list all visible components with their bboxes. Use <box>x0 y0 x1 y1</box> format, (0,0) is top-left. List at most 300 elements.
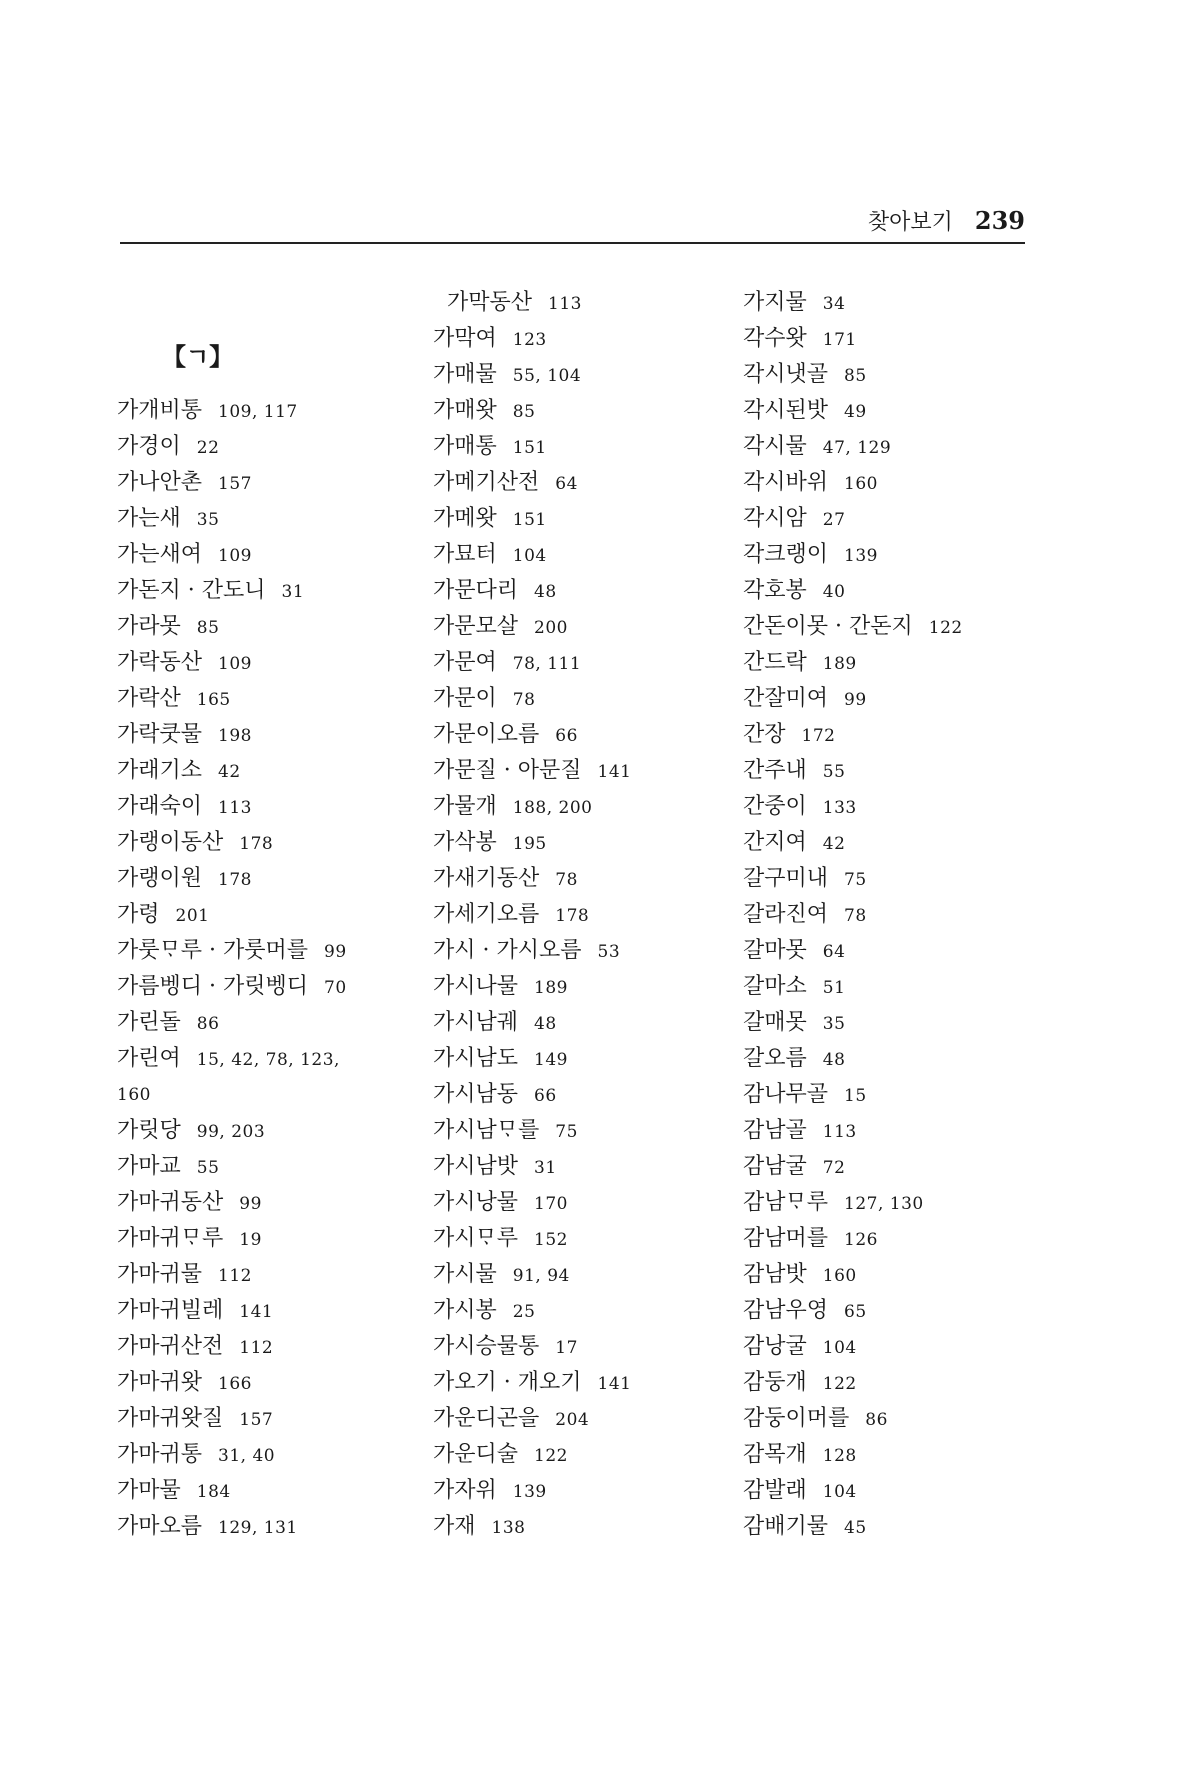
index-entry <box>433 1293 631 1329</box>
index-term: 가린여 <box>117 1046 181 1071</box>
index-entry <box>743 681 963 717</box>
index-entry <box>117 1185 347 1221</box>
index-entry <box>433 789 631 825</box>
index-page-refs: 109 <box>218 654 252 674</box>
index-entry <box>433 861 631 897</box>
index-term: 가락쿳물 <box>117 722 203 747</box>
index-entry <box>743 1473 963 1509</box>
index-entry <box>433 501 631 537</box>
index-page-refs: 109, 117 <box>218 402 298 422</box>
index-page-refs: 15, 42, 78, 123, <box>196 1050 340 1070</box>
index-page-refs: 149 <box>534 1050 568 1070</box>
index-entry <box>433 1329 631 1365</box>
index-page-refs: 78, 111 <box>512 654 582 674</box>
index-page-refs: 184 <box>196 1482 231 1502</box>
index-term: 각호봉 <box>743 578 807 603</box>
index-entry <box>743 1437 963 1473</box>
index-page-refs: 78 <box>844 906 867 926</box>
index-term: 가경이 <box>117 434 181 459</box>
index-term: 각시암 <box>743 506 807 531</box>
index-page-refs: 104 <box>822 1338 857 1358</box>
index-page-refs: 17 <box>555 1338 578 1358</box>
index-page-refs: 99 <box>324 942 347 962</box>
index-page-refs: 104 <box>822 1482 857 1502</box>
index-term: 가삭봉 <box>433 830 497 855</box>
index-page-refs: 86 <box>865 1410 888 1430</box>
index-entry <box>743 1149 963 1185</box>
index-page-refs: 22 <box>196 438 220 458</box>
index-entry <box>117 1473 347 1509</box>
index-entry <box>433 897 631 933</box>
index-term: 가시 · 가시오름 <box>433 938 582 963</box>
index-term: 가물개 <box>433 794 497 819</box>
index-entry <box>743 789 963 825</box>
index-entry <box>743 861 963 897</box>
index-page-refs: 171 <box>822 330 857 350</box>
index-page-refs: 204 <box>555 1410 590 1430</box>
index-term: 가릿당 <box>117 1118 181 1143</box>
index-term: 가시남도 <box>433 1046 519 1071</box>
index-entry <box>117 501 347 537</box>
index-term: 가마귀왓질 <box>117 1406 224 1431</box>
index-entry <box>117 1365 347 1401</box>
index-term: 간주내 <box>743 758 807 783</box>
index-entry <box>117 573 347 609</box>
index-page-refs: 31 <box>534 1158 557 1178</box>
index-term: 가래숙이 <box>117 794 203 819</box>
index-entry <box>433 609 631 645</box>
index-page-refs: 75 <box>844 870 867 890</box>
index-term: 각시된밧 <box>743 398 829 423</box>
index-term: 가랭이동산 <box>117 830 224 855</box>
index-entry <box>743 897 963 933</box>
index-term: 가락동산 <box>117 650 203 675</box>
index-entry <box>743 1077 963 1113</box>
index-page-refs: 31, 40 <box>218 1446 276 1466</box>
index-entry <box>433 537 631 573</box>
index-entry <box>433 1041 631 1077</box>
index-term: 가라못 <box>117 614 181 639</box>
index-entry <box>117 429 347 465</box>
index-page-refs: 165 <box>196 690 231 710</box>
index-entry <box>433 285 631 321</box>
index-term: 가운디곤을 <box>433 1406 540 1431</box>
index-page-refs: 152 <box>534 1230 568 1250</box>
index-term: 가래기소 <box>117 758 203 783</box>
index-entry <box>433 1473 631 1509</box>
index-entry <box>117 1437 347 1473</box>
index-page-refs: 141 <box>597 1374 632 1394</box>
index-page-refs: 78 <box>512 690 536 710</box>
index-entry <box>433 321 631 357</box>
index-entry <box>433 681 631 717</box>
index-page-refs: 172 <box>801 726 836 746</box>
index-entry <box>433 1401 631 1437</box>
index-page-refs: 55 <box>822 762 846 782</box>
index-page-refs: 66 <box>555 726 578 746</box>
index-page-refs: 178 <box>239 834 274 854</box>
index-page-refs: 127, 130 <box>844 1194 924 1214</box>
index-page-refs: 19 <box>239 1230 262 1250</box>
index-term: 가묘터 <box>433 542 497 567</box>
index-term: 간잘미여 <box>743 686 829 711</box>
index-term: 간돈이못 · 간돈지 <box>743 614 913 639</box>
index-term: 감발래 <box>743 1478 807 1503</box>
index-term: 가름벵디 · 가릿벵디 <box>117 974 308 999</box>
index-page-refs: 48 <box>534 582 557 602</box>
index-entry <box>117 681 347 717</box>
index-entry <box>743 645 963 681</box>
index-term: 가는새 <box>117 506 181 531</box>
index-entry <box>743 501 963 537</box>
index-entry <box>743 1257 963 1293</box>
index-term: 가오기 · 개오기 <box>433 1370 582 1395</box>
index-page-refs: 122 <box>534 1446 568 1466</box>
index-term: 가자위 <box>433 1478 497 1503</box>
index-term: 가시ᄆᆞ루 <box>433 1226 519 1251</box>
index-column-1 <box>117 285 347 1545</box>
index-entry <box>433 429 631 465</box>
index-page-refs: 139 <box>512 1482 547 1502</box>
index-entry <box>433 1221 631 1257</box>
index-page-refs: 27 <box>822 510 846 530</box>
index-page-refs: 201 <box>175 906 210 926</box>
index-entry <box>433 357 631 393</box>
index-term: 가시남ᄆᆞ를 <box>433 1118 540 1143</box>
index-term: 가세기오름 <box>433 902 540 927</box>
index-page-refs: 113 <box>822 1122 857 1142</box>
index-entry <box>117 969 347 1005</box>
index-term: 가문이오름 <box>433 722 540 747</box>
index-entry <box>743 825 963 861</box>
index-entry <box>117 861 347 897</box>
index-page-refs: 123 <box>512 330 547 350</box>
index-page-refs: 99, 203 <box>196 1122 266 1142</box>
index-entry <box>117 645 347 681</box>
index-entry <box>117 1257 347 1293</box>
index-term: 가새기동산 <box>433 866 540 891</box>
page-number: 239 <box>974 206 1025 235</box>
index-term: 가마교 <box>117 1154 181 1179</box>
index-term: 간중이 <box>743 794 807 819</box>
index-page-refs: 141 <box>597 762 632 782</box>
index-entry <box>743 357 963 393</box>
index-entry <box>433 1005 631 1041</box>
index-term: 가매왓 <box>433 398 497 423</box>
index-term: 가랭이원 <box>117 866 203 891</box>
index-page-refs: 72 <box>822 1158 846 1178</box>
index-page-refs: 200 <box>534 618 568 638</box>
index-term: 가운디술 <box>433 1442 519 1467</box>
index-term: 가린돌 <box>117 1010 181 1035</box>
index-term: 감목개 <box>743 1442 807 1467</box>
index-term: 가개비통 <box>117 398 203 423</box>
index-entry <box>743 753 963 789</box>
index-term: 감남머를 <box>743 1226 829 1251</box>
index-entry <box>743 609 963 645</box>
index-entry <box>743 1509 963 1545</box>
index-page-refs: 189 <box>822 654 857 674</box>
index-page-refs: 47, 129 <box>822 438 892 458</box>
index-page-refs: 151 <box>512 510 547 530</box>
index-term: 갈매못 <box>743 1010 807 1035</box>
index-term: 가마귀ᄆᆞ루 <box>117 1226 224 1251</box>
index-term: 각시냇골 <box>743 362 829 387</box>
index-page-refs: 85 <box>196 618 220 638</box>
index-entry <box>117 393 347 429</box>
index-entry <box>743 969 963 1005</box>
index-entry <box>743 1221 963 1257</box>
index-term: 가시남밧 <box>433 1154 519 1179</box>
index-term: 감나무골 <box>743 1082 829 1107</box>
index-entry <box>117 897 347 933</box>
index-page-refs: 35 <box>196 510 220 530</box>
index-page-refs: 166 <box>218 1374 252 1394</box>
index-entry <box>117 1005 347 1041</box>
index-page-refs: 70 <box>324 978 347 998</box>
index-page-refs: 129, 131 <box>218 1518 298 1538</box>
index-entry <box>743 1365 963 1401</box>
index-term: 감남골 <box>743 1118 807 1143</box>
index-entry <box>743 573 963 609</box>
index-entry <box>433 933 631 969</box>
index-page-refs: 85 <box>844 366 867 386</box>
index-page-refs: 99 <box>844 690 867 710</box>
index-entry <box>743 1113 963 1149</box>
index-page-refs: 138 <box>491 1518 526 1538</box>
index-term: 가문다리 <box>433 578 519 603</box>
index-entry <box>433 753 631 789</box>
index-entry <box>743 1041 963 1077</box>
index-page-refs: 86 <box>196 1014 220 1034</box>
index-term: 가시물 <box>433 1262 497 1287</box>
index-page-refs: 112 <box>239 1338 274 1358</box>
index-entry <box>117 717 347 753</box>
index-term: 가마귀산전 <box>117 1334 224 1359</box>
index-page-refs: 40 <box>822 582 846 602</box>
index-term: 가지물 <box>743 290 807 315</box>
index-entry <box>117 537 347 573</box>
index-entry <box>743 1005 963 1041</box>
index-page-refs: 15 <box>844 1086 867 1106</box>
index-entry <box>433 1365 631 1401</box>
index-term: 가시남동 <box>433 1082 519 1107</box>
index-term: 가락산 <box>117 686 181 711</box>
index-entry <box>743 429 963 465</box>
index-term: 가마귀왓 <box>117 1370 203 1395</box>
running-header <box>120 205 1025 244</box>
index-entry <box>743 717 963 753</box>
index-entry <box>433 393 631 429</box>
index-page-refs: 85 <box>512 402 536 422</box>
index-entry <box>743 537 963 573</box>
index-term: 갈라진여 <box>743 902 829 927</box>
index-entry <box>117 825 347 861</box>
index-entry <box>117 1509 347 1545</box>
index-entry <box>743 393 963 429</box>
index-page-refs: 48 <box>822 1050 846 1070</box>
index-page-refs: 34 <box>822 294 846 314</box>
index-term: 가메기산전 <box>433 470 540 495</box>
index-page-refs: 42 <box>218 762 241 782</box>
index-page-refs: 160 <box>844 474 878 494</box>
index-term: 가돈지 · 간도니 <box>117 578 266 603</box>
index-page-refs: 51 <box>822 978 846 998</box>
index-term: 가시봉 <box>433 1298 497 1323</box>
index-page-refs: 65 <box>844 1302 867 1322</box>
index-page-refs: 139 <box>844 546 878 566</box>
index-term: 감둥개 <box>743 1370 807 1395</box>
index-page-refs: 122 <box>928 618 963 638</box>
index-entry <box>117 1329 347 1365</box>
index-term: 가마물 <box>117 1478 181 1503</box>
index-page-refs: 160 <box>117 1085 151 1105</box>
index-term: 가룻ᄆᆞ루 · 가룻머를 <box>117 938 308 963</box>
index-term: 간지여 <box>743 830 807 855</box>
index-page-refs: 128 <box>822 1446 857 1466</box>
index-term: 각수왓 <box>743 326 807 351</box>
index-page-refs: 25 <box>512 1302 536 1322</box>
index-page-refs: 122 <box>822 1374 857 1394</box>
index-term: 가시승물통 <box>433 1334 540 1359</box>
index-entry <box>743 1329 963 1365</box>
index-entry <box>743 285 963 321</box>
index-page-refs: 35 <box>822 1014 846 1034</box>
index-entry <box>743 465 963 501</box>
index-term: 감남우영 <box>743 1298 829 1323</box>
index-entry <box>743 1185 963 1221</box>
index-entry <box>433 465 631 501</box>
index-term: 간드락 <box>743 650 807 675</box>
index-page-refs: 42 <box>822 834 846 854</box>
index-entry <box>117 1149 347 1185</box>
index-entry <box>433 1257 631 1293</box>
index-entry <box>433 573 631 609</box>
index-entry <box>743 933 963 969</box>
index-entry <box>433 1113 631 1149</box>
index-page-refs: 104 <box>512 546 547 566</box>
index-entry <box>117 789 347 825</box>
index-page-refs: 49 <box>844 402 867 422</box>
index-page-refs: 133 <box>822 798 857 818</box>
index-page-refs: 160 <box>822 1266 857 1286</box>
index-term: 가문이 <box>433 686 497 711</box>
index-entry <box>743 1293 963 1329</box>
index-term: 가문모살 <box>433 614 519 639</box>
index-term: 각크랭이 <box>743 542 829 567</box>
index-term: 가마오름 <box>117 1514 203 1539</box>
index-entry <box>433 1437 631 1473</box>
index-term: 가마귀통 <box>117 1442 203 1467</box>
header-title: 찾아보기 <box>867 210 953 235</box>
index-page-refs: 64 <box>822 942 846 962</box>
index-page-refs: 157 <box>239 1410 274 1430</box>
index-term: 감남밧 <box>743 1262 807 1287</box>
index-term: 간장 <box>743 722 786 747</box>
index-term: 감둥이머를 <box>743 1406 850 1431</box>
index-page-refs: 112 <box>218 1266 252 1286</box>
index-entry <box>433 1185 631 1221</box>
index-term: 감남ᄆᆞ루 <box>743 1190 829 1215</box>
index-entry <box>433 645 631 681</box>
index-term: 갈구미내 <box>743 866 829 891</box>
index-term: 가매물 <box>433 362 497 387</box>
index-term: 가시남궤 <box>433 1010 519 1035</box>
index-page-refs: 64 <box>555 474 578 494</box>
index-term: 가막여 <box>433 326 497 351</box>
index-term: 가메왓 <box>433 506 497 531</box>
index-page-refs: 178 <box>218 870 252 890</box>
index-term: 가령 <box>117 902 160 927</box>
index-term: 감배기물 <box>743 1514 829 1539</box>
index-page-refs: 151 <box>512 438 547 458</box>
index-page-refs: 48 <box>534 1014 557 1034</box>
index-entry <box>433 717 631 753</box>
index-term: 가마귀물 <box>117 1262 203 1287</box>
index-page-refs: 91, 94 <box>512 1266 570 1286</box>
index-page-refs: 31 <box>281 582 305 602</box>
index-entry <box>433 825 631 861</box>
index-term: 감낭굴 <box>743 1334 807 1359</box>
index-column-3 <box>743 285 963 1545</box>
index-term: 가재 <box>433 1514 476 1539</box>
index-page-refs: 66 <box>534 1086 557 1106</box>
index-term: 각시물 <box>743 434 807 459</box>
index-page-refs: 126 <box>844 1230 878 1250</box>
index-page-refs: 157 <box>218 474 252 494</box>
index-term: 가시낭물 <box>433 1190 519 1215</box>
index-page-refs: 189 <box>534 978 568 998</box>
index-entry <box>117 1221 347 1257</box>
index-term: 가막동산 <box>447 290 533 315</box>
index-column-2 <box>433 285 631 1545</box>
index-page-refs: 188, 200 <box>512 798 593 818</box>
index-page-refs: 113 <box>548 294 582 314</box>
index-entry <box>117 753 347 789</box>
index-term: 가마귀빌레 <box>117 1298 224 1323</box>
index-page-refs: 53 <box>597 942 621 962</box>
index-entry <box>433 1077 631 1113</box>
index-page-refs: 109 <box>218 546 252 566</box>
index-term: 갈마못 <box>743 938 807 963</box>
index-term: 가문여 <box>433 650 497 675</box>
index-page-refs: 198 <box>218 726 252 746</box>
index-entry <box>117 933 347 969</box>
index-page-refs: 178 <box>555 906 590 926</box>
index-entry <box>117 1077 347 1113</box>
index-entry <box>433 1509 631 1545</box>
index-term: 감남굴 <box>743 1154 807 1179</box>
index-entry <box>743 321 963 357</box>
index-entry <box>117 1401 347 1437</box>
index-page-refs: 113 <box>218 798 252 818</box>
index-page-refs: 75 <box>555 1122 578 1142</box>
index-entry <box>117 1293 347 1329</box>
index-page-refs: 55, 104 <box>512 366 582 386</box>
index-page-refs: 78 <box>555 870 578 890</box>
index-term: 가나안촌 <box>117 470 203 495</box>
index-page-refs: 195 <box>512 834 547 854</box>
index-entry <box>117 609 347 645</box>
index-page-refs: 170 <box>534 1194 568 1214</box>
index-entry <box>117 465 347 501</box>
index-entry <box>433 969 631 1005</box>
index-term: 가문질 · 아문질 <box>433 758 582 783</box>
index-entry <box>433 1149 631 1185</box>
index-term: 각시바위 <box>743 470 829 495</box>
index-page-refs: 45 <box>844 1518 867 1538</box>
index-term: 가시나물 <box>433 974 519 999</box>
